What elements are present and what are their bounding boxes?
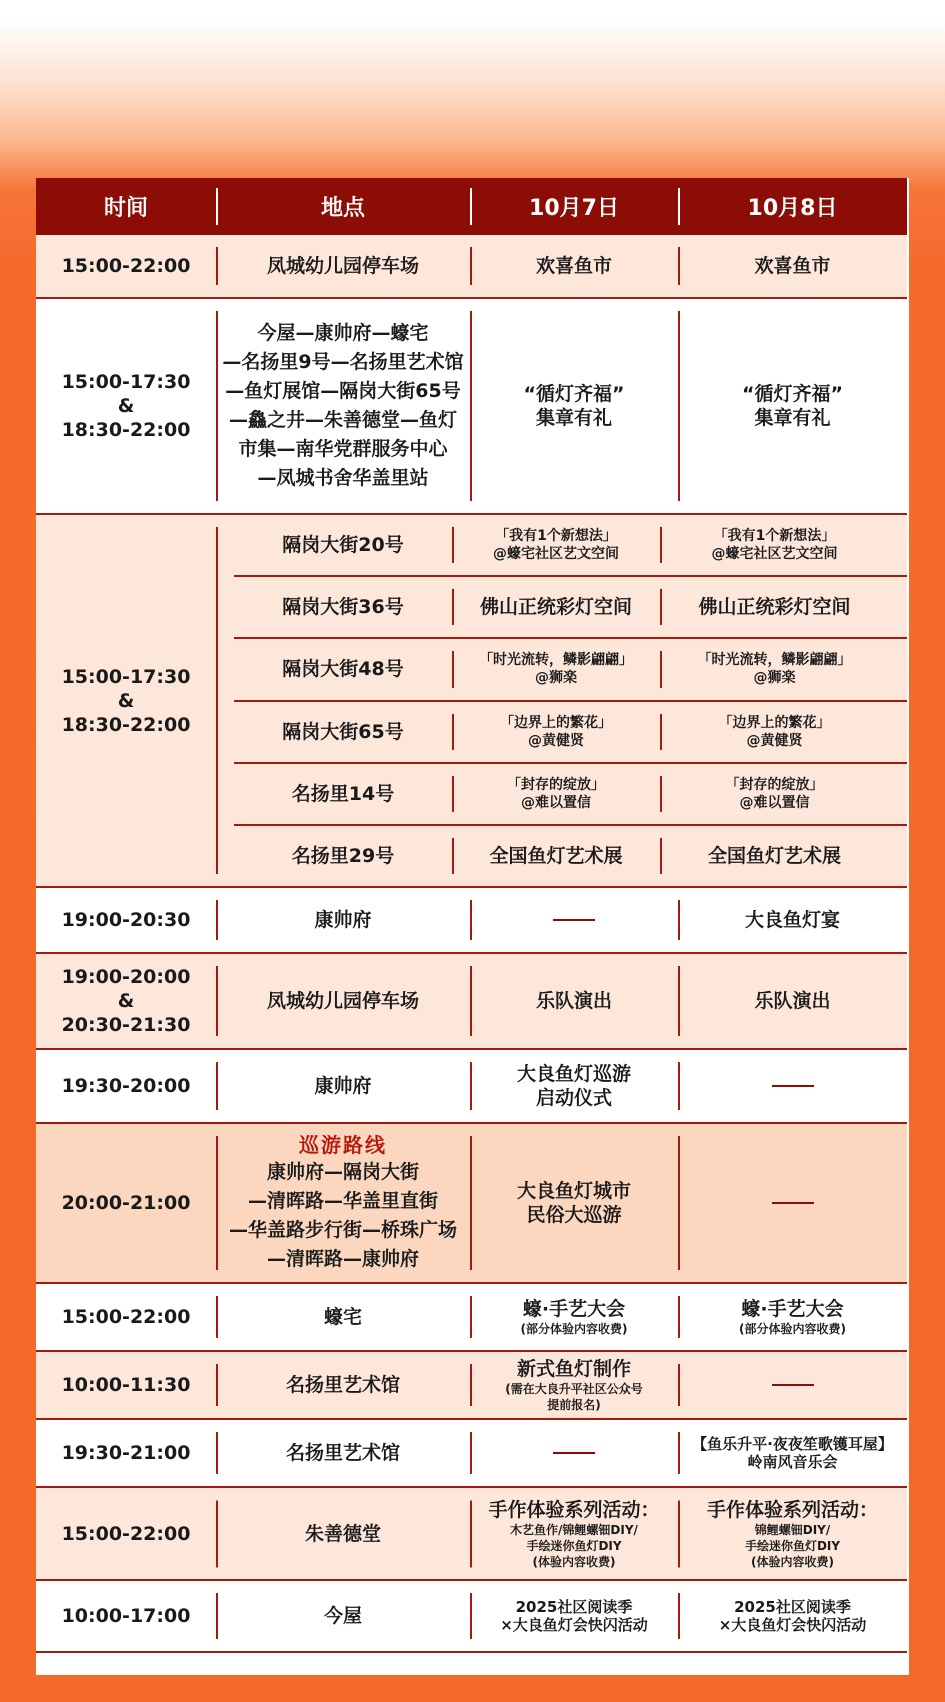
event-note: 提前报名) [547,1398,601,1412]
place-text: 凤城幼儿园停车场 [266,255,419,277]
event-text: 乐队演出 [535,990,612,1012]
oct7-cell [470,1284,678,1350]
oct8-cell [660,639,889,699]
route-title: 巡游路线 [299,1133,387,1157]
time-cell [36,1420,216,1486]
event-text: 「封存的绽放」 [507,776,605,793]
oct8-cell [660,702,889,762]
event-note: 手绘迷你鱼灯DIY [526,1538,622,1553]
table-row [36,1124,907,1284]
header-time: 时间 [103,196,148,221]
event-note: 手绘迷你鱼灯DIY [744,1538,841,1553]
event-text: 民俗大巡游 [526,1204,622,1226]
place-text: 朱善德堂 [304,1522,381,1545]
place-text: —鱻之井—朱善德堂—鱼灯 [228,409,457,431]
place-cell [216,1581,470,1651]
event-note: (需在大良升平社区公众号 [505,1382,643,1396]
place-text: 康帅府 [314,909,372,931]
place-text: —清晖路—华盖里直街 [247,1190,438,1212]
header-oct8: 10月8日 [678,178,907,235]
place-cell [216,954,470,1048]
time-text: & [117,395,135,417]
table-row [36,1050,907,1124]
place-text: 康帅府 [314,1075,372,1097]
event-note: (体验内容收费) [532,1554,616,1569]
oct8-cell [678,1284,907,1350]
event-note: 木艺鱼作/锦鲤螺钿DIY/ [510,1522,638,1537]
oct8-cell [660,515,889,575]
oct7-cell [470,1050,678,1122]
place-cell [234,826,452,886]
oct7-cell [470,1352,678,1418]
oct8-cell [678,888,907,952]
event-text: 集章有礼 [754,407,831,429]
event-text: @难以置信 [521,794,591,811]
event-text: 集章有礼 [535,407,612,429]
oct8-cell [660,764,889,824]
time-text: 19:30-21:00 [61,1442,191,1464]
time-text: 19:30-20:00 [61,1075,191,1097]
event-text: 2025社区阅读季 [515,1598,633,1616]
event-text: 「边界上的繁花」 [500,714,612,731]
event-text: 「时光流转，鳞影翩翩」 [697,652,852,669]
event-text: 手作体验系列活动： [706,1498,878,1521]
event-text: @狮楽 [535,670,577,687]
place-text: 隔岗大街48号 [282,658,404,681]
table-row [36,235,907,299]
place-text: 市集—南华党群服务中心 [238,438,448,460]
oct8-cell [678,1352,907,1418]
table-row [36,1352,907,1420]
sub-row [234,577,907,639]
event-text: 岭南风音乐会 [747,1453,838,1471]
place-text: —凤城书舍华盖里站 [257,467,429,489]
event-text: 「时光流转，鳞影翩翩」 [479,652,633,669]
oct7-cell [470,954,678,1048]
table-row [36,515,907,888]
time-cell [36,1488,216,1579]
place-cell [216,1284,470,1350]
event-text: @黄健贤 [528,732,584,749]
place-text: 隔岗大街65号 [282,720,404,743]
table-row [36,888,907,954]
event-text: 2025社区阅读季 [734,1598,851,1616]
oct7-cell [452,826,660,886]
oct8-cell [678,954,907,1048]
oct8-cell [678,235,907,297]
oct7-cell [470,888,678,952]
sub-row [234,639,907,701]
place-text: 今屋—康帅府—蠔宅 [257,322,429,344]
event-text: 欢喜鱼市 [535,255,612,277]
time-text: 15:00-22:00 [61,1522,191,1545]
header-oct7: 10月7日 [470,178,678,235]
oct7-cell [470,1124,678,1282]
event-note: (体验内容收费) [751,1554,834,1569]
place-cell [216,1352,470,1418]
event-text: 大良鱼灯宴 [744,909,840,931]
event-text: 佛山正统彩灯空间 [479,596,632,619]
place-text: 名扬里艺术馆 [285,1442,400,1464]
place-text: —名扬里9号—名扬里艺术馆 [222,351,464,373]
oct7-cell [452,515,660,575]
place-text: 蠔宅 [323,1306,362,1328]
event-text: 「我有1个新想法」 [713,528,836,545]
empty-dash [553,1452,595,1454]
event-text: 大良鱼灯巡游 [516,1063,631,1085]
time-cell [36,888,216,952]
event-text: @蠔宅社区艺文空间 [711,546,838,563]
event-text: “循灯齐福” [523,383,625,405]
event-text: 启动仪式 [535,1087,612,1109]
oct8-cell [678,1124,907,1282]
place-cell [216,1124,470,1282]
place-text: —清晖路—康帅府 [266,1248,419,1270]
table-header [36,178,907,235]
time-cell [36,1050,216,1122]
oct8-cell [660,826,889,886]
event-note: (部分体验内容收费) [520,1322,628,1336]
event-text: 新式鱼灯制作 [516,1358,631,1380]
event-text: @黄健贤 [746,732,803,749]
oct8-cell [678,1488,907,1579]
time-text: 18:30-22:00 [61,713,191,736]
oct7-cell [470,299,678,513]
time-cell [36,515,216,886]
place-text: 名扬里艺术馆 [285,1374,400,1396]
event-text: 蠔·手艺大会 [522,1298,626,1320]
time-cell [36,1124,216,1282]
time-text: 15:00-22:00 [61,255,191,277]
oct7-cell [470,1488,678,1579]
event-text: 「封存的绽放」 [725,776,824,793]
table-row [36,954,907,1050]
time-text: 19:00-20:00 [61,966,191,988]
time-cell [36,299,216,513]
table-row [36,1581,907,1653]
time-text: 19:00-20:30 [61,909,191,931]
event-text: “循灯齐福” [742,383,843,405]
oct7-cell [452,764,660,824]
time-text: 15:00-17:30 [61,665,191,688]
time-text: 15:00-17:30 [61,371,191,393]
oct7-cell [452,639,660,699]
event-text: ×大良鱼灯会快闪活动 [500,1616,648,1634]
empty-dash [553,919,595,921]
schedule-panel [36,178,909,1675]
place-text: 隔岗大街20号 [282,534,404,557]
time-text: 10:00-17:00 [61,1605,191,1627]
place-text: 名扬里29号 [291,844,395,867]
event-text: 大良鱼灯城市 [516,1180,631,1202]
time-text: 15:00-22:00 [61,1306,191,1328]
place-text: 隔岗大街36号 [282,596,404,619]
event-text: 「我有1个新想法」 [495,528,617,545]
place-text: —鱼灯展馆—隔岗大街65号 [225,380,461,402]
place-cell [234,702,452,762]
event-text: 乐队演出 [754,990,831,1012]
place-cell [216,1050,470,1122]
header-place: 地点 [216,178,470,235]
place-cell [234,639,452,699]
empty-dash [772,1384,814,1386]
table-row [36,1284,907,1352]
event-text: 佛山正统彩灯空间 [698,596,851,619]
place-text: 康帅府—隔岗大街 [266,1161,419,1183]
time-text: 20:00-21:00 [61,1192,191,1214]
place-cell [216,888,470,952]
place-text: 凤城幼儿园停车场 [266,990,419,1012]
event-text: 「边界上的繁花」 [718,714,831,731]
oct8-cell [678,1050,907,1122]
sub-row [234,764,907,826]
event-text: 蠔·手艺大会 [741,1298,844,1320]
table-row [36,1488,907,1581]
place-text: 名扬里14号 [291,782,395,805]
time-cell [36,1284,216,1350]
place-cell [234,764,452,824]
time-text: & [117,990,135,1012]
place-cell [216,299,470,513]
oct8-cell [678,1420,907,1486]
oct7-cell [470,235,678,297]
place-cell [234,577,452,637]
time-cell [36,1352,216,1418]
empty-dash [772,1085,814,1087]
time-cell [36,235,216,297]
event-text: 欢喜鱼市 [754,255,831,277]
event-note: 锦鲤螺钿DIY/ [754,1522,831,1537]
event-text: 手作体验系列活动： [488,1498,660,1521]
event-text: 全国鱼灯艺术展 [707,844,841,867]
oct8-cell [678,299,907,513]
time-text: & [117,689,135,712]
empty-dash [772,1202,814,1204]
oct7-cell [452,577,660,637]
oct7-cell [452,702,660,762]
place-cell [216,1488,470,1579]
event-text: ×大良鱼灯会快闪活动 [718,1616,867,1634]
sub-row [234,702,907,764]
oct8-cell [678,1581,907,1651]
place-text: —华盖路步行街—桥珠广场 [228,1219,457,1241]
place-cell [216,235,470,297]
place-text: 今屋 [323,1605,362,1627]
oct7-cell [470,1581,678,1651]
event-text: 【鱼乐升平·夜夜笙歌镬耳屋】 [692,1435,893,1453]
time-text: 18:30-22:00 [61,419,191,441]
table-row [36,1420,907,1488]
place-cell [216,1420,470,1486]
event-note: (部分体验内容收费) [739,1322,846,1336]
schedule-table [36,178,907,1653]
table-row [36,299,907,515]
gallery-subtable [216,515,907,886]
sub-row [234,826,907,886]
sub-row [234,515,907,577]
time-cell [36,954,216,1048]
time-cell [36,1581,216,1651]
place-cell [234,515,452,575]
oct7-cell [470,1420,678,1486]
time-text: 10:00-11:30 [61,1374,191,1396]
event-text: @难以置信 [739,794,810,811]
event-text: @狮楽 [753,670,796,687]
time-text: 20:30-21:30 [61,1014,191,1036]
event-text: @蠔宅社区艺文空间 [493,546,619,563]
oct8-cell [660,577,889,637]
event-text: 全国鱼灯艺术展 [489,844,623,867]
